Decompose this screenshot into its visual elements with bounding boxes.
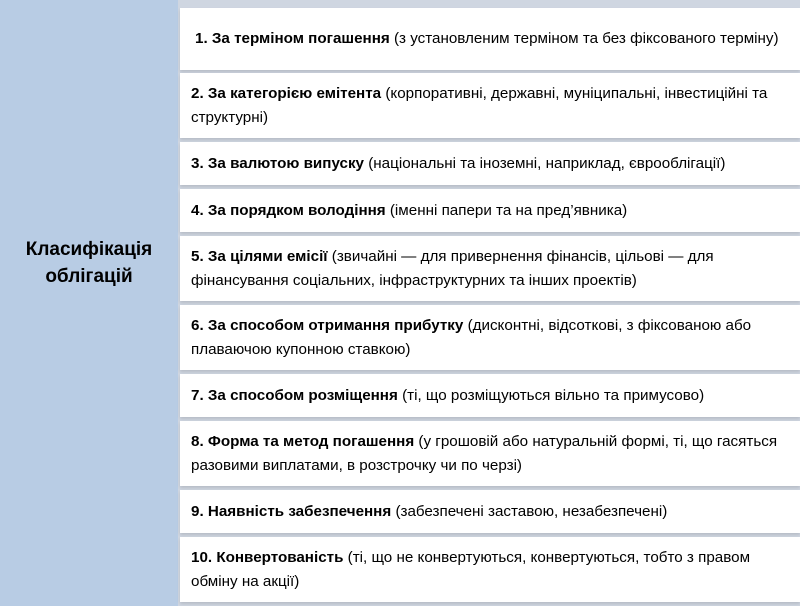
classification-item-7 [180,374,800,417]
classification-item-4 [180,189,800,232]
items-panel [178,0,800,606]
classification-item-3 [180,142,800,185]
classification-item-5 [180,236,800,301]
item-label: 5. За цілями емісії [191,247,328,265]
item-description: (іменні папери та на пред’явника) [385,201,628,219]
item-label: 7. За способом розміщення [191,386,398,404]
classification-item-6 [180,305,800,370]
item-label: 1. За терміном погашення [195,30,390,47]
item-description: (у грошовій або натуральній формі, ті, що гасяться разовими виплатами, в розстрочку чи по черзі) [191,432,778,474]
item-description: (звичайні — для привернення фінансів, цільові — для фінансування соціальних, інфраструктурних та інших проектів) [191,247,714,289]
classification-item-10 [180,537,800,602]
classification-item-2 [180,73,800,138]
item-description: (з установленим терміном та без фіксованого терміну) [389,30,779,47]
item-label: 4. За порядком володіння [191,201,386,219]
item-description: (забезпечені заставою, незабезпечені) [391,502,668,520]
item-description: (ті, що не конвертуються, конвертуються, тобто з правом обміну на акції) [191,548,751,590]
item-description: (корпоративні, державні, муніципальні, інвестиційні та структурні) [191,84,768,126]
item-description: (ті, що розміщуються вільно та примусово) [397,386,705,404]
item-label: 2. За категорією емітента [191,84,382,102]
item-label: 6. За способом отримання прибутку [191,316,464,334]
classification-panel [0,0,178,606]
item-description: (дисконтні, відсоткові, з фіксованою або плаваючою купонною ставкою) [191,316,752,358]
item-label: 9. Наявність забезпечення [191,502,392,520]
classification-item-8 [180,421,800,486]
item-label: 8. Форма та метод погашення [191,432,415,450]
item-label: 3. За валютою випуску [191,154,365,172]
classification-item-9 [180,490,800,533]
classification-item-1 [180,8,800,70]
item-description: (національні та іноземні, наприклад, єврооблігації) [364,154,726,172]
item-label: 10. Конвертованість [191,548,344,566]
diagram-title: Класифікація облігацій [25,239,153,287]
